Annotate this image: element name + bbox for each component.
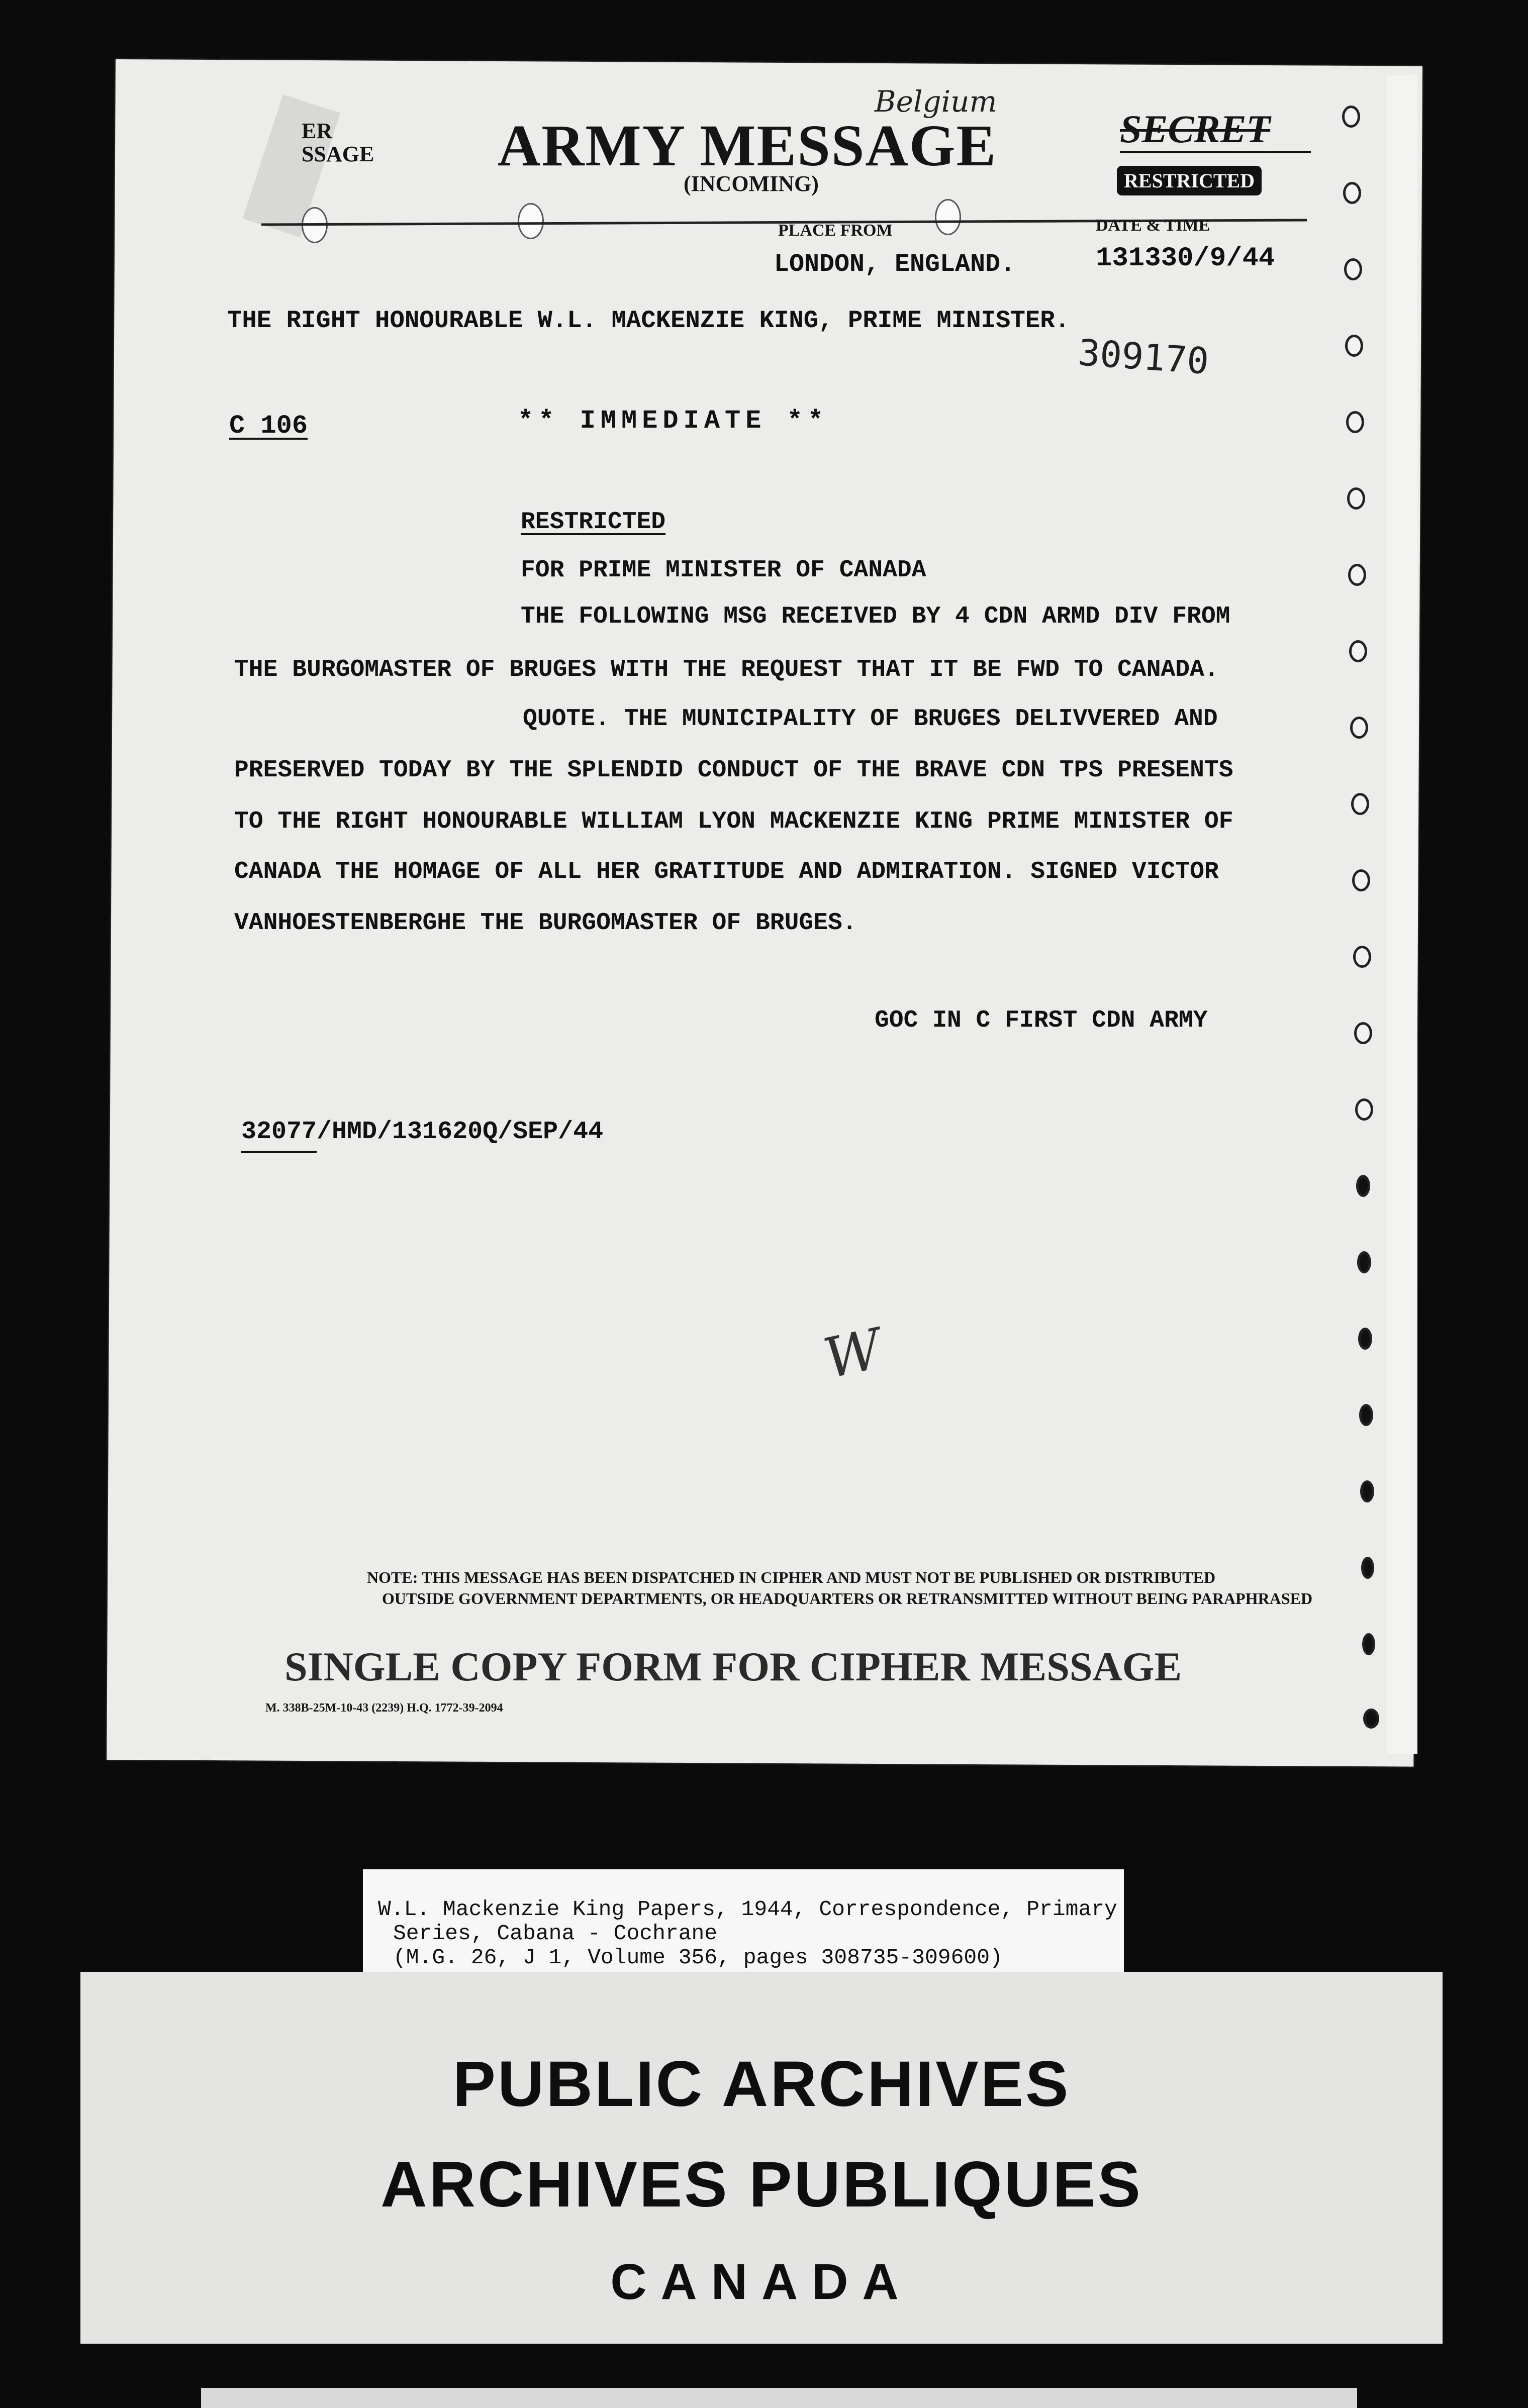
archive-reference-label [363, 1869, 1124, 1976]
form-number: M. 338B-25M-10-43 (2239) H.Q. 1772-39-2094 [265, 1701, 503, 1715]
archive-reference-line-1: W.L. Mackenzie King Papers, 1944, Correspondence, Primary [378, 1897, 1117, 1922]
margin-hole [1342, 106, 1360, 128]
body-line-6: TO THE RIGHT HONOURABLE WILLIAM LYON MACKENZIE KING PRIME MINISTER OF [234, 808, 1233, 835]
date-time-value: 131330/9/44 [1096, 243, 1275, 274]
margin-hole [1363, 1709, 1379, 1729]
date-label: DATE & TIME [1096, 216, 1210, 235]
form-footer-title: SINGLE COPY FORM FOR CIPHER MESSAGE [284, 1644, 1182, 1689]
margin-hole [1344, 258, 1362, 280]
form-title: ARMY MESSAGE [498, 113, 997, 178]
date-time-group: 32077/HMD/131620Q/SEP/44 [241, 1118, 604, 1146]
dispatch-note-line-2: OUTSIDE GOVERNMENT DEPARTMENTS, OR HEADQUARTERS OR RETRANSMITTED WITHOUT BEING PARAPHRASED [382, 1589, 1313, 1608]
body-line-8: VANHOESTENBERGHE THE BURGOMASTER OF BRUGES. [234, 910, 857, 937]
binder-hole [518, 203, 544, 239]
restricted-heading: RESTRICTED [521, 509, 666, 536]
place-from-value: LONDON, ENGLAND. [774, 250, 1016, 279]
signoff: GOC IN C FIRST CDN ARMY [875, 1007, 1208, 1034]
margin-hole [1345, 335, 1363, 357]
margin-hole [1357, 1251, 1371, 1273]
form-subtitle: (INCOMING) [684, 171, 819, 196]
margin-hole [1356, 1175, 1370, 1197]
body-line-3: THE BURGOMASTER OF BRUGES WITH THE REQUEST THAT IT BE FWD TO CANADA. [234, 656, 1219, 683]
form-left-label [302, 120, 374, 166]
sheet-edge [1387, 75, 1417, 1754]
body-line-7: CANADA THE HOMAGE OF ALL HER GRATITUDE AND ADMIRATION. SIGNED VICTOR [234, 858, 1219, 885]
margin-hole [1352, 869, 1370, 891]
margin-hole [1358, 1328, 1372, 1350]
form-left-label-line2: SSAGE [302, 142, 374, 166]
public-archives-banner [80, 1972, 1443, 2344]
classification-restricted: RESTRICTED [1117, 166, 1262, 195]
dtg-underline [241, 1151, 317, 1153]
dispatch-note [367, 1567, 1312, 1609]
margin-hole [1359, 1404, 1373, 1426]
margin-hole [1355, 1098, 1373, 1121]
form-left-label-line1: ER [302, 119, 333, 143]
margin-hole [1351, 793, 1369, 815]
binder-hole [935, 199, 961, 235]
body-line-4: QUOTE. THE MUNICIPALITY OF BRUGES DELIVVERED AND [523, 706, 1218, 733]
archives-line-english: PUBLIC ARCHIVES [452, 2048, 1071, 2120]
archives-line-canada: CANADA [610, 2254, 913, 2310]
margin-hole [1348, 564, 1366, 586]
classification-secret: SECRET [1120, 107, 1271, 151]
body-line-1: FOR PRIME MINISTER OF CANADA [521, 557, 926, 584]
place-from-label: PLACE FROM [778, 221, 893, 240]
body-line-5: PRESERVED TODAY BY THE SPLENDID CONDUCT OF THE BRAVE CDN TPS PRESENTS [234, 757, 1233, 784]
dispatch-note-line-1: NOTE: THIS MESSAGE HAS BEEN DISPATCHED IN CIPHER AND MUST NOT BE PUBLISHED OR DISTRIBUTED [367, 1568, 1216, 1586]
margin-hole [1347, 487, 1365, 510]
margin-hole [1346, 411, 1364, 433]
archives-line-french: ARCHIVES PUBLIQUES [380, 2149, 1142, 2221]
margin-hole [1354, 1022, 1372, 1044]
archive-reference-line-3: (M.G. 26, J 1, Volume 356, pages 308735-309600) [393, 1945, 1003, 1970]
margin-hole [1349, 640, 1367, 662]
margin-hole [1350, 717, 1368, 739]
margin-hole [1361, 1557, 1374, 1579]
secret-rule [1120, 151, 1311, 153]
bottom-strip [201, 2388, 1357, 2408]
message-ref: C 106 [229, 411, 308, 441]
handwritten-initials: W [818, 1316, 888, 1391]
margin-hole [1343, 182, 1361, 204]
archive-reference-line-2: Series, Cabana - Cochrane [393, 1921, 718, 1946]
priority: ** IMMEDIATE ** [518, 406, 829, 436]
margin-hole [1353, 946, 1371, 968]
addressee: THE RIGHT HONOURABLE W.L. MACKENZIE KING, PRIME MINISTER. [227, 307, 1070, 335]
stamp-number: 309170 [1077, 331, 1210, 382]
body-line-2: THE FOLLOWING MSG RECEIVED BY 4 CDN ARMD DIV FROM [521, 603, 1230, 630]
margin-hole [1362, 1633, 1375, 1655]
margin-hole [1360, 1480, 1374, 1502]
handwritten-note: Belgium [875, 84, 997, 119]
